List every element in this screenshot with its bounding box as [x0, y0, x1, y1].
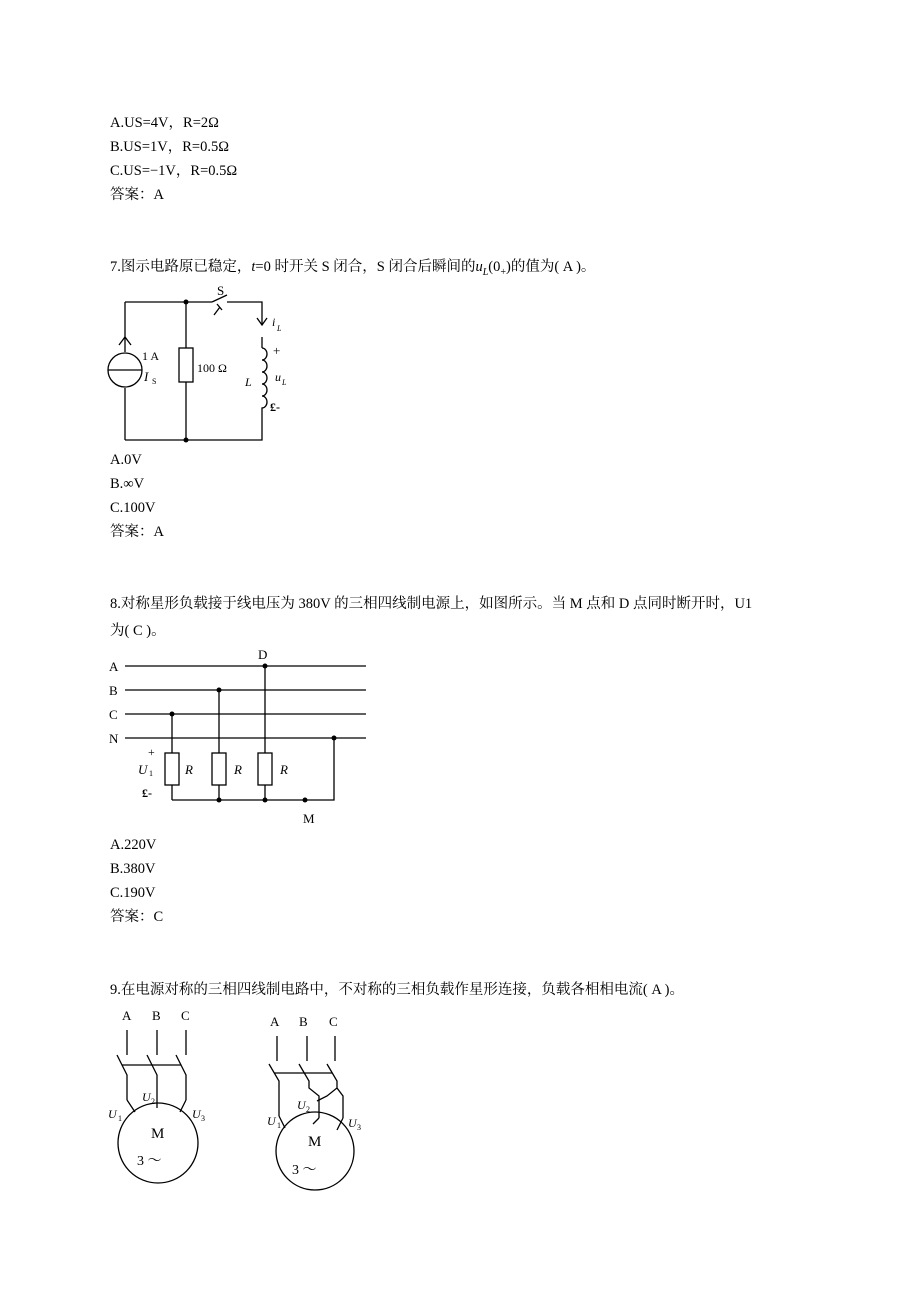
q7-switch-arrow-icon [214, 304, 222, 315]
q7-wire-top-right [227, 302, 262, 325]
q8-resistor-label-2: R [234, 762, 242, 777]
q8-node-m [303, 798, 308, 803]
q9-right-phase-a [269, 1036, 279, 1116]
q7-current-label: i [272, 315, 276, 329]
q9-right-u1-sub: 1 [277, 1121, 281, 1130]
q8-option-b: B.380V [110, 861, 156, 877]
q7-switch-label: S [217, 283, 225, 298]
q7-option-b: B.∞V [110, 476, 145, 492]
q8-label-a: A [109, 659, 119, 674]
q9-left-label-c: C [181, 1008, 190, 1023]
q9-left-u1-sub: 1 [118, 1114, 122, 1123]
q8-label-c: C [109, 707, 118, 722]
q9-stem: 9.在电源对称的三相四线制电路中，不对称的三相负载作星形连接，负载各相相电流( A )。 [110, 982, 684, 998]
q9-diagram-right [255, 1006, 380, 1196]
q7-voltage-label: u [275, 370, 281, 384]
q9-left-motor-label: 3 ～ [137, 1154, 162, 1169]
q7-option-a: A.0V [110, 452, 142, 468]
q7-resistor-label: 100 Ω [197, 361, 227, 375]
q8-node-b [217, 688, 222, 693]
q6-option-a: A.US=4V，R=2Ω [110, 115, 219, 131]
q9-right-motor-label: 3 ～ [292, 1163, 317, 1178]
q7-source-sub: S [152, 377, 157, 386]
q6-option-c: C.US=−1V，R=0.5Ω [110, 163, 238, 179]
q7-current-sub: L [277, 324, 282, 333]
q8-plus: + [148, 745, 155, 759]
q8-node-c [170, 712, 175, 717]
q7-node-top [184, 300, 189, 305]
q8-voltage-label: U [138, 762, 148, 777]
q6-option-b: B.US=1V，R=0.5Ω [110, 139, 229, 155]
q9-left-u2-sub: 2 [151, 1097, 155, 1106]
q8-circuit [100, 645, 375, 830]
q9-right-u2-sub: 2 [306, 1105, 310, 1114]
q8-node-star-a [263, 798, 268, 803]
q7-stem-t: t [251, 259, 256, 275]
q7-stem-u-sub: L [482, 266, 489, 278]
q9-right-label-c: C [329, 1014, 338, 1029]
q9-left-label-a: A [122, 1008, 132, 1023]
q8-stem-line-2: 为( C )。 [110, 623, 166, 639]
q7-source-name: I [144, 369, 149, 384]
q7-answer: 答案：A [110, 524, 164, 540]
q7-stem-plus: + [500, 266, 507, 278]
q9-left-u3: U [192, 1107, 201, 1121]
q7-stem-part-a: 7.图示电路原已稳定， [110, 259, 252, 275]
q8-node-n [332, 736, 337, 741]
q8-stem-line-1: 8.对称星形负载接于线电压为 380V 的三相四线制电源上，如图所示。当 M 点和 D 点同时断开时，U1 [110, 596, 753, 612]
q9-diagram-left [100, 1000, 220, 1190]
q9-left-u1: U [108, 1107, 117, 1121]
q7-minus: £- [270, 400, 280, 414]
q8-label-d: D [258, 647, 268, 662]
q8-resistor-label-1: R [185, 762, 193, 777]
q6-answer: 答案：A [110, 187, 164, 203]
q8-option-a: A.220V [110, 837, 157, 853]
q8-option-c: C.190V [110, 885, 156, 901]
q9-right-phase-c [317, 1036, 343, 1118]
q9-right-motor [276, 1112, 354, 1190]
q8-resistor-2 [212, 753, 226, 785]
q7-wire-bottom [125, 415, 262, 440]
q7-inductor [262, 348, 267, 415]
q8-resistor-3 [258, 753, 272, 785]
q8-answer: 答案：C [110, 909, 164, 925]
q9-left-u2: U [142, 1090, 151, 1104]
q9-right-u3-sub: 3 [357, 1123, 361, 1132]
q7-stem-part-b: =0 时开关 S 闭合，S 闭合后瞬间的 [255, 259, 476, 275]
q7-stem [110, 258, 595, 282]
q9-left-motor [118, 1103, 198, 1183]
q7-resistor [179, 348, 193, 382]
q8-resistor-label-3: R [280, 762, 288, 777]
q8-label-m: M [303, 811, 315, 826]
q9-left-label-b: B [152, 1008, 161, 1023]
q7-stem-part-c: (0 [488, 259, 501, 275]
q8-resistor-1 [165, 753, 179, 785]
q9-right-label-a: A [270, 1014, 280, 1029]
q8-node-star-b [217, 798, 222, 803]
q7-stem-u: u [475, 259, 483, 275]
q9-left-motor-m: M [151, 1126, 165, 1142]
q8-label-n: N [109, 731, 119, 746]
q7-inductor-label: L [245, 375, 252, 389]
q7-stem-part-d: )的值为( A )。 [506, 259, 596, 275]
q9-right-motor-m: M [308, 1134, 322, 1150]
q9-right-u3: U [348, 1116, 357, 1130]
q8-star-wire [172, 738, 334, 800]
q7-option-c: C.100V [110, 500, 156, 516]
q7-source-value: 1 A [142, 349, 160, 363]
q8-node-d [263, 664, 268, 669]
q9-right-u1: U [267, 1114, 276, 1128]
q9-left-u3-sub: 3 [201, 1114, 205, 1123]
q9-right-label-b: B [299, 1014, 308, 1029]
q8-voltage-sub: 1 [149, 769, 153, 778]
q7-node-bottom [184, 438, 189, 443]
q8-label-b: B [109, 683, 118, 698]
q7-circuit [100, 285, 300, 450]
q8-minus: £- [142, 786, 152, 800]
q9-right-u2: U [297, 1098, 306, 1112]
q7-plus: + [273, 343, 281, 358]
q7-voltage-sub: L [282, 378, 287, 387]
